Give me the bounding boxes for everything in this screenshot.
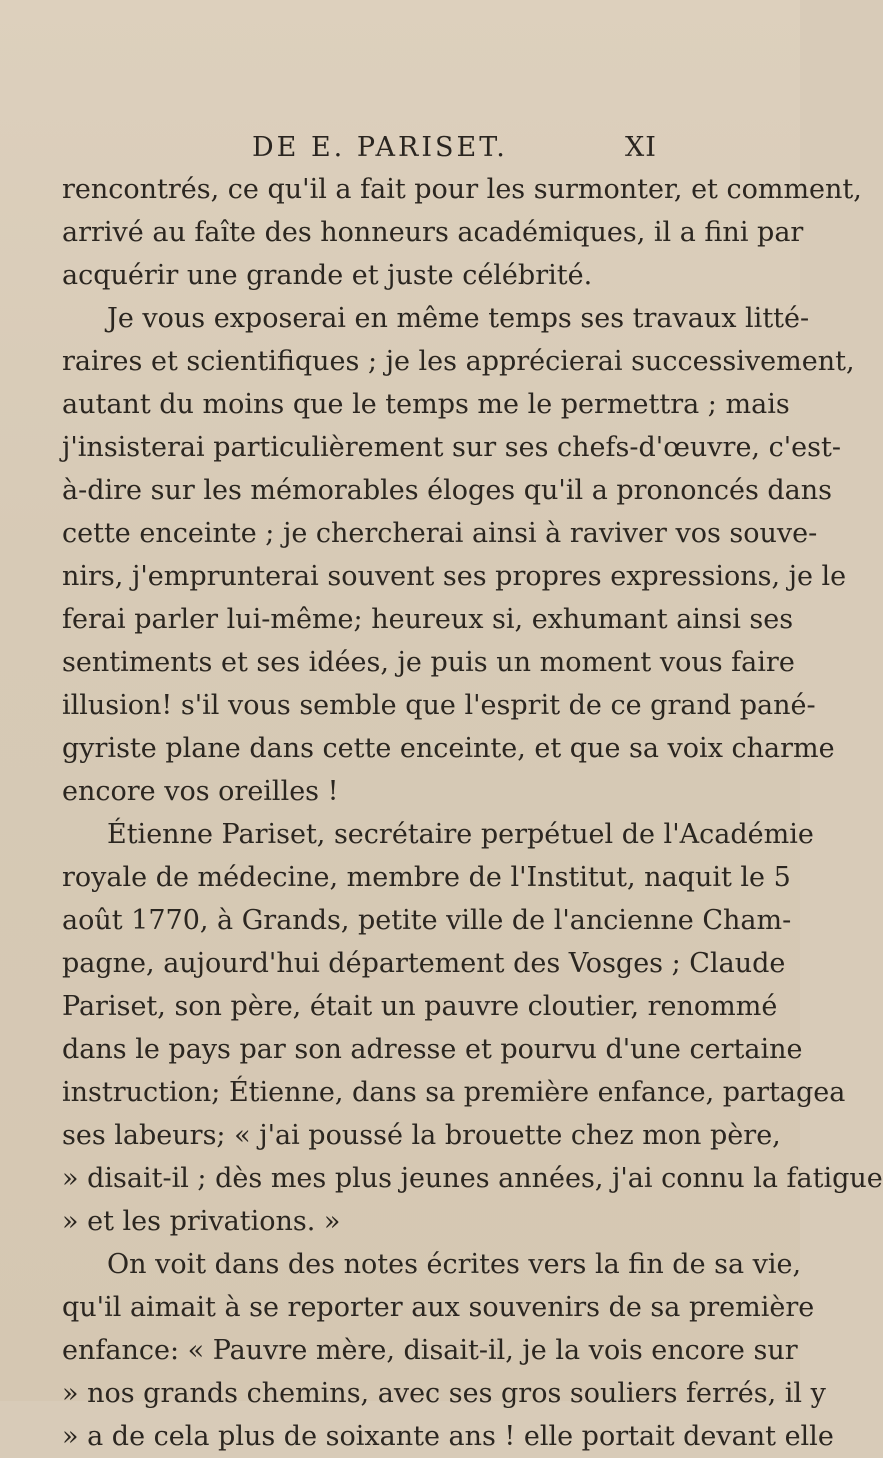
text-line: enfance: « Pauvre mère, disait-il, je la vois encore sur	[62, 1335, 798, 1366]
text-line: dans le pays par son adresse et pourvu d'une certaine	[62, 1034, 803, 1065]
text-line: rencontrés, ce qu'il a fait pour les surmonter, et comment,	[62, 174, 862, 205]
text-line: ses labeurs; « j'ai poussé la brouette chez mon père,	[62, 1120, 781, 1151]
text-line: cette enceinte ; je chercherai ainsi à raviver vos souve-	[62, 518, 818, 549]
text-line: j'insisterai particulièrement sur ses chefs-d'œuvre, c'est-	[62, 432, 841, 463]
text-line: sentiments et ses idées, je puis un moment vous faire	[62, 647, 795, 678]
text-line: » a de cela plus de soixante ans ! elle portait devant elle	[62, 1421, 834, 1452]
text-line: » nos grands chemins, avec ses gros souliers ferrés, il y	[62, 1378, 826, 1409]
text-line: ferai parler lui-même; heureux si, exhumant ainsi ses	[62, 604, 794, 635]
text-line: illusion! s'il vous semble que l'esprit de ce grand pané-	[62, 690, 816, 721]
body-text	[62, 168, 883, 1458]
text-line: août 1770, à Grands, petite ville de l'ancienne Cham-	[62, 905, 792, 936]
text-line: Je vous exposerai en même temps ses travaux litté-	[107, 303, 810, 334]
text-line: On voit dans des notes écrites vers la fin de sa vie,	[107, 1249, 802, 1280]
text-line: » et les privations. »	[62, 1206, 341, 1237]
text-line: instruction; Étienne, dans sa première enfance, partagea	[62, 1077, 846, 1108]
text-line: qu'il aimait à se reporter aux souvenirs de sa première	[62, 1292, 815, 1323]
running-title: DE E. PARISET.	[252, 132, 508, 163]
text-line: nirs, j'emprunterai souvent ses propres expressions, je le	[62, 561, 847, 592]
text-line: royale de médecine, membre de l'Institut, naquit le 5	[62, 862, 791, 893]
text-line: Pariset, son père, était un pauvre cloutier, renommé	[62, 991, 778, 1022]
text-line: » disait-il ; dès mes plus jeunes années, j'ai connu la fatigue	[62, 1163, 883, 1194]
text-line: gyriste plane dans cette enceinte, et que sa voix charme	[62, 733, 835, 764]
text-line: raires et scientifiques ; je les apprécierai successivement,	[62, 346, 855, 377]
text-line: pagne, aujourd'hui département des Vosges ; Claude	[62, 948, 786, 979]
text-line: autant du moins que le temps me le permettra ; mais	[62, 389, 790, 420]
page-number: XI	[625, 132, 657, 163]
text-line: encore vos oreilles !	[62, 776, 339, 807]
text-line: Étienne Pariset, secrétaire perpétuel de l'Académie	[107, 819, 814, 850]
text-line: arrivé au faîte des honneurs académiques, il a fini par	[62, 217, 804, 248]
text-line: à-dire sur les mémorables éloges qu'il a prononcés dans	[62, 475, 833, 506]
text-line: acquérir une grande et juste célébrité.	[62, 260, 593, 291]
page-header	[0, 132, 800, 172]
